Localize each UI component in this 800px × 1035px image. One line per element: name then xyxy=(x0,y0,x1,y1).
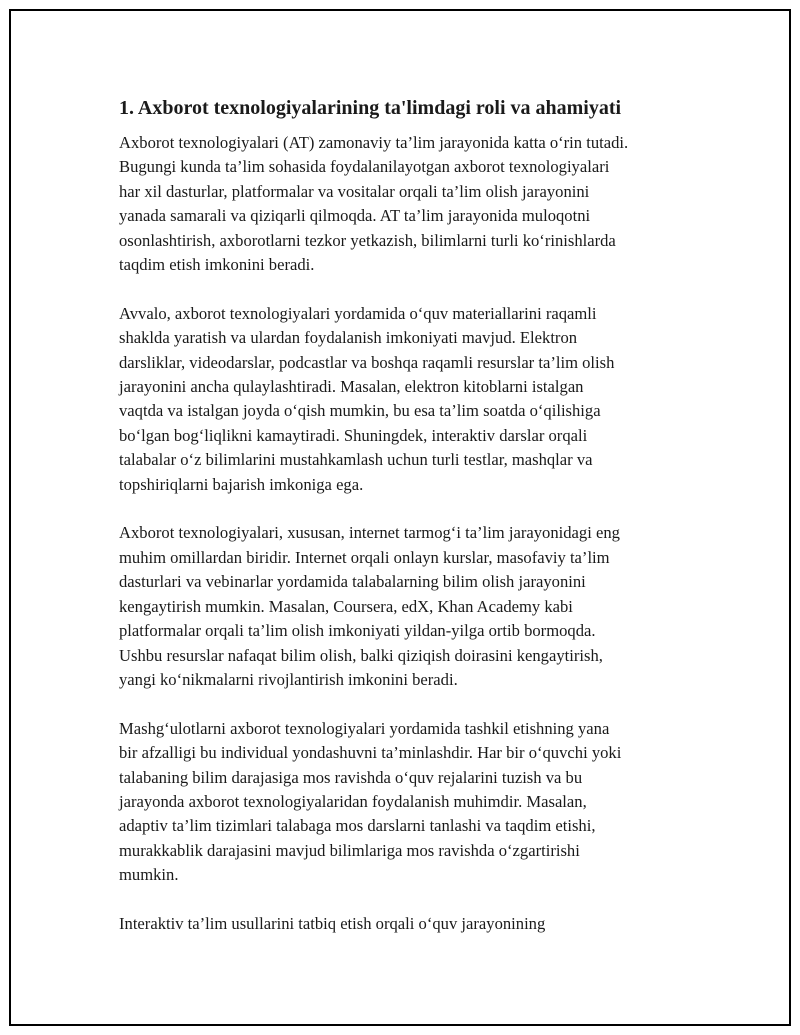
text-line: Avvalo, axborot texnologiyalari yordamida o‘quv materiallarini raqamli xyxy=(119,303,597,323)
text-line: bir afzalligi bu individual yondashuvni ta’minlashdir. Har bir o‘quvchi yoki xyxy=(119,743,622,763)
paragraph-3 xyxy=(119,521,709,692)
text-line: yanada samarali va qiziqarli qilmoqda. AT ta’lim jarayonida muloqotni xyxy=(119,206,591,226)
text-line: platformalar orqali ta’lim olish imkoniyati yildan-yilga ortib bormoqda. xyxy=(119,621,596,641)
document-body xyxy=(119,95,709,961)
text-line: murakkablik darajasini mavjud bilimlariga mos ravishda o‘zgartirishi xyxy=(119,840,580,860)
text-line: kengaytirish mumkin. Masalan, Coursera, edX, Khan Academy kabi xyxy=(119,596,573,616)
paragraph-2 xyxy=(119,302,709,497)
text-line: mumkin. xyxy=(119,865,179,885)
text-line: Ushbu resurslar nafaqat bilim olish, balki qiziqish doirasini kengaytirish, xyxy=(119,645,603,665)
section-heading: 1. Axborot texnologiyalarining ta'limdagi roli va ahamiyati xyxy=(119,97,622,119)
text-line: adaptiv ta’lim tizimlari talabaga mos darslarni tanlashi va taqdim etishi, xyxy=(119,816,596,836)
text-line: Interaktiv ta’lim usullarini tatbiq etish orqali o‘quv jarayonining xyxy=(119,913,546,933)
text-line: jarayonini ancha qulaylashtiradi. Masalan, elektron kitoblarni istalgan xyxy=(119,377,584,397)
text-line: topshiriqlarni bajarish imkoniga ega. xyxy=(119,474,364,494)
text-line: har xil dasturlar, platformalar va vositalar orqali ta’lim olish jarayonini xyxy=(119,181,590,201)
text-line: shaklda yaratish va ulardan foydalanish imkoniyati mavjud. Elektron xyxy=(119,328,578,348)
paragraph-4 xyxy=(119,717,709,888)
text-line: bo‘lgan bog‘liqlikni kamaytiradi. Shuningdek, interaktiv darslar orqali xyxy=(119,425,588,445)
text-line: Bugungi kunda ta’lim sohasida foydalanilayotgan axborot texnologiyalari xyxy=(119,157,610,177)
text-line: osonlashtirish, axborotlarni tezkor yetkazish, bilimlarni turli ko‘rinishlarda xyxy=(119,230,616,250)
text-line: jarayonda axborot texnologiyalaridan foydalanish muhimdir. Masalan, xyxy=(119,791,587,811)
text-line: vaqtda va istalgan joyda o‘qish mumkin, bu esa ta’lim soatda o‘qilishiga xyxy=(119,401,601,421)
text-line: Mashg‘ulotlarni axborot texnologiyalari yordamida tashkil etishning yana xyxy=(119,718,610,738)
paragraph-5 xyxy=(119,912,709,936)
text-line: taqdim etish imkonini beradi. xyxy=(119,255,315,275)
paragraph-1 xyxy=(119,131,709,277)
text-line: yangi ko‘nikmalarni rivojlantirish imkonini beradi. xyxy=(119,669,458,689)
page-frame xyxy=(9,9,791,1026)
text-line: Axborot texnologiyalari, xususan, internet tarmog‘i ta’lim jarayonidagi eng xyxy=(119,523,620,543)
text-line: talabaning bilim darajasiga mos ravishda o‘quv rejalarini tuzish va bu xyxy=(119,767,583,787)
text-line: darsliklar, videodarslar, podcastlar va boshqa raqamli resurslar ta’lim olish xyxy=(119,352,615,372)
text-line: dasturlari va vebinarlar yordamida talabalarning bilim olish jarayonini xyxy=(119,572,586,592)
text-line: Axborot texnologiyalari (AT) zamonaviy ta’lim jarayonida katta o‘rin tutadi. xyxy=(119,133,629,152)
text-line: muhim omillardan biridir. Internet orqali onlayn kurslar, masofaviy ta’lim xyxy=(119,547,610,567)
text-line: talabalar o‘z bilimlarini mustahkamlash uchun turli testlar, mashqlar va xyxy=(119,450,593,470)
